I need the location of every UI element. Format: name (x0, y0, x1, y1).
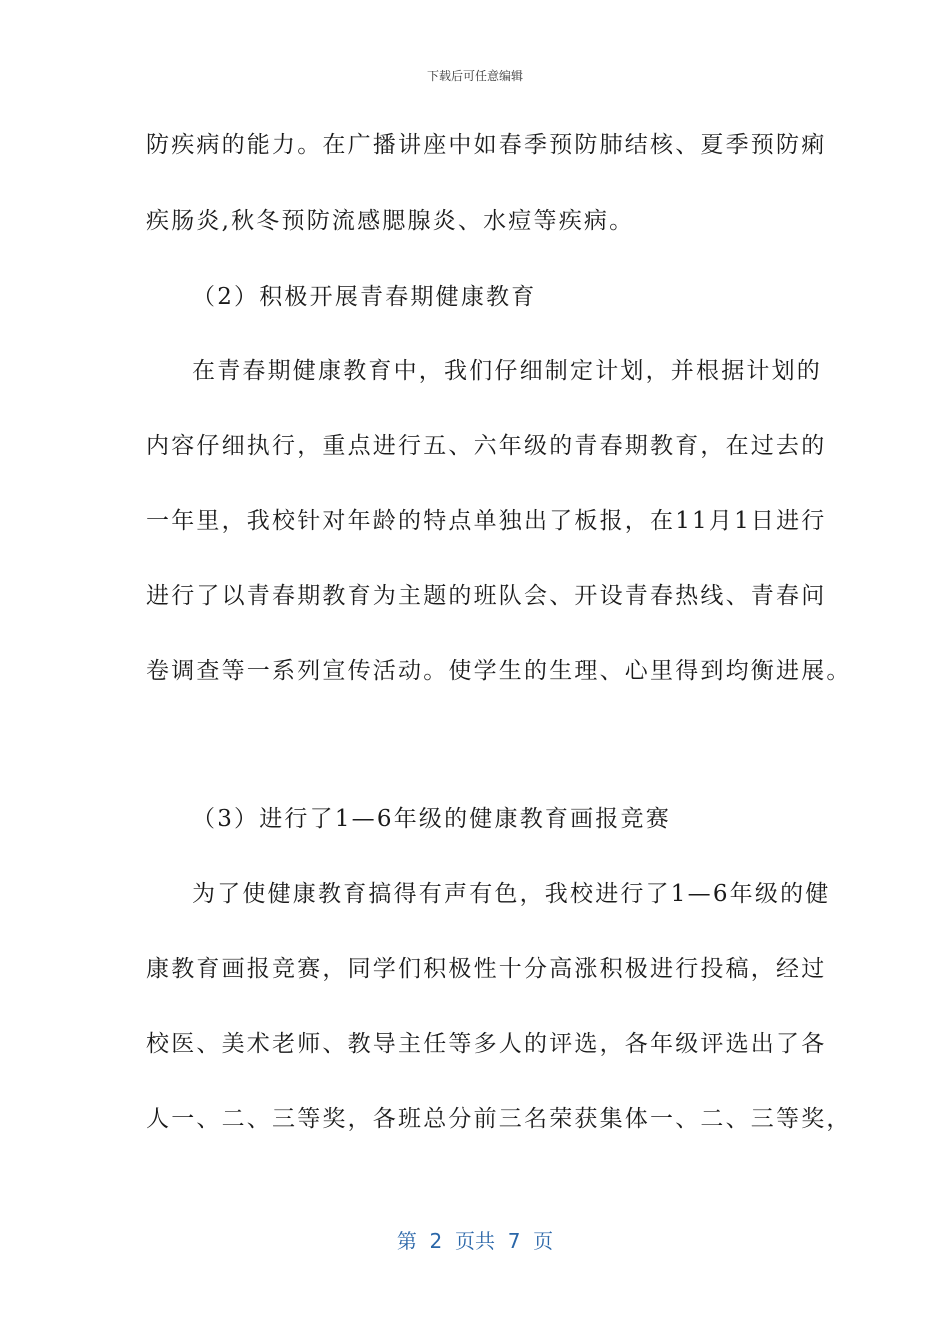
body-line-12: 校医、美术老师、教导主任等多人的评选，各年级评选出了各 (146, 1031, 827, 1057)
body-line-13: 人一、二、三等奖，各班总分前三名荣获集体一、二、三等奖， (146, 1106, 852, 1132)
body-line-8: 卷调查等一系列宣传活动。使学生的生理、心里得到均衡进展。 (146, 658, 852, 684)
body-line-2: 疾肠炎,秋冬预防流感腮腺炎、水痘等疾病。 (146, 208, 635, 234)
header-note: 下载后可任意编辑 (426, 69, 523, 83)
body-line-6: 一年里，我校针对年龄的特点单独出了板报，在11月1日进行 (146, 508, 827, 534)
body-line-11: 康教育画报竞赛，同学们积极性十分高涨积极进行投稿，经过 (146, 956, 827, 982)
body-line-7: 进行了以青春期教育为主题的班队会、开设青春热线、青春问 (146, 583, 827, 609)
body-line-5: 内容仔细执行，重点进行五、六年级的青春期教育，在过去的 (146, 433, 827, 459)
section-heading-2: （2）积极开展青春期健康教育 (192, 284, 537, 310)
body-line-10: 为了使健康教育搞得有声有色，我校进行了1—6年级的健 (192, 881, 831, 907)
body-line-4: 在青春期健康教育中，我们仔细制定计划，并根据计划的 (192, 358, 822, 384)
page-number: 第 2 页共 7 页 (396, 1229, 554, 1253)
body-line-1: 防疾病的能力。在广播讲座中如春季预防肺结核、夏季预防痢 (146, 132, 827, 158)
section-heading-3: （3）进行了1—6年级的健康教育画报竞赛 (192, 806, 671, 832)
